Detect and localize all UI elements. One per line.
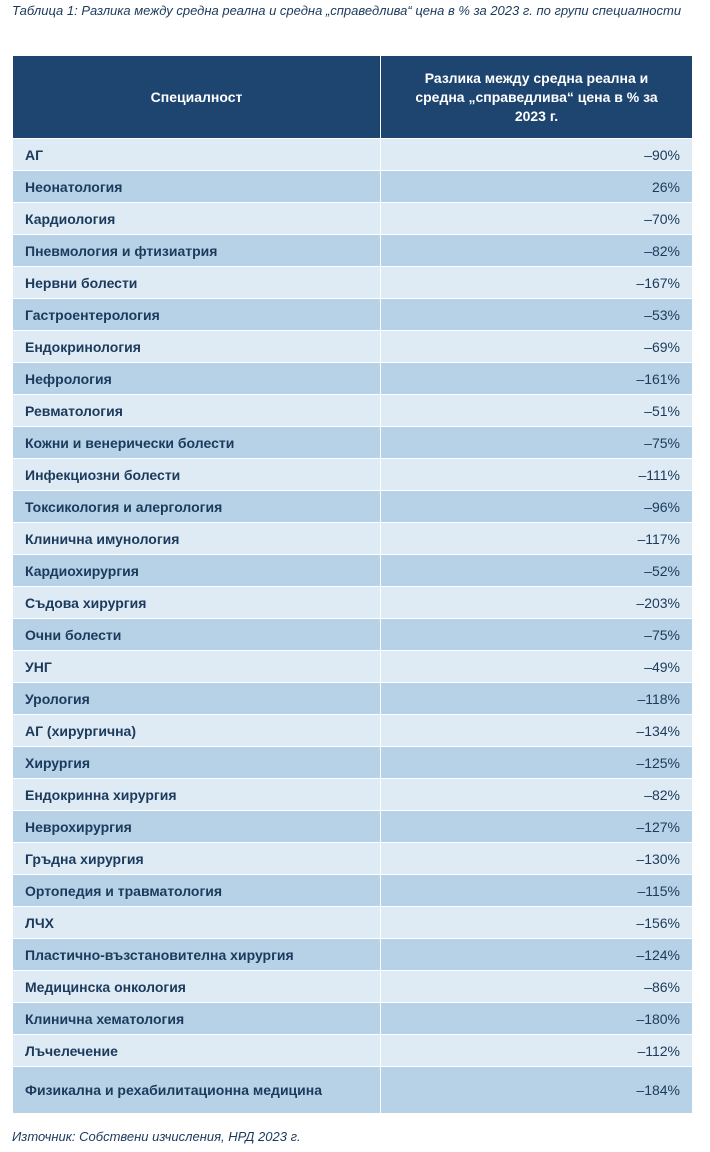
specialty-cell: Кожни и венерически болести — [13, 427, 381, 459]
value-cell: –130% — [381, 843, 693, 875]
value-cell: –70% — [381, 203, 693, 235]
source-note: Източник: Собствени изчисления, НРД 2023 г. — [12, 1129, 301, 1144]
specialty-cell: Пневмология и фтизиатрия — [13, 235, 381, 267]
table-row — [13, 299, 692, 331]
table-row — [13, 203, 692, 235]
value-cell: –184% — [381, 1067, 693, 1114]
table-row — [13, 395, 692, 427]
specialty-cell: Гръдна хирургия — [13, 843, 381, 875]
value-cell: –117% — [381, 523, 693, 555]
data-table-container — [13, 56, 692, 1113]
table-row — [13, 427, 692, 459]
table-caption: Таблица 1: Разлика между средна реална и средна „справедлива“ цена в % за 2023 г. по групи специалности — [12, 3, 682, 18]
table-row — [13, 267, 692, 299]
value-cell: –124% — [381, 939, 693, 971]
value-cell: –156% — [381, 907, 693, 939]
value-cell: –118% — [381, 683, 693, 715]
value-cell: –82% — [381, 779, 693, 811]
specialty-cell: Хирургия — [13, 747, 381, 779]
table-row — [13, 331, 692, 363]
table-row — [13, 459, 692, 491]
value-cell: –161% — [381, 363, 693, 395]
table-row — [13, 811, 692, 843]
value-cell: –112% — [381, 1035, 693, 1067]
table-row — [13, 651, 692, 683]
table-row — [13, 139, 692, 171]
specialty-cell: Токсикология и алергология — [13, 491, 381, 523]
value-cell: 26% — [381, 171, 693, 203]
value-cell: –115% — [381, 875, 693, 907]
table-row — [13, 555, 692, 587]
price-difference-table — [13, 56, 692, 1113]
value-cell: –53% — [381, 299, 693, 331]
value-cell: –49% — [381, 651, 693, 683]
value-cell: –180% — [381, 1003, 693, 1035]
specialty-cell: Кардиология — [13, 203, 381, 235]
table-row — [13, 1067, 692, 1114]
table-row — [13, 619, 692, 651]
table-row — [13, 363, 692, 395]
table-row — [13, 971, 692, 1003]
specialty-cell: Физикална и рехабилитационна медицина — [13, 1067, 381, 1114]
value-cell: –51% — [381, 395, 693, 427]
value-cell: –127% — [381, 811, 693, 843]
header-value: Разлика между средна реална и средна „справедлива“ цена в % за 2023 г. — [381, 56, 693, 139]
specialty-cell: Клинична хематология — [13, 1003, 381, 1035]
value-cell: –52% — [381, 555, 693, 587]
specialty-cell: Кардиохирургия — [13, 555, 381, 587]
value-cell: –86% — [381, 971, 693, 1003]
value-cell: –167% — [381, 267, 693, 299]
specialty-cell: Нефрология — [13, 363, 381, 395]
value-cell: –75% — [381, 619, 693, 651]
specialty-cell: Гастроентерология — [13, 299, 381, 331]
specialty-cell: Ревматология — [13, 395, 381, 427]
specialty-cell: Очни болести — [13, 619, 381, 651]
table-row — [13, 939, 692, 971]
table-row — [13, 747, 692, 779]
value-cell: –69% — [381, 331, 693, 363]
value-cell: –203% — [381, 587, 693, 619]
specialty-cell: Ендокринна хирургия — [13, 779, 381, 811]
table-body — [13, 139, 692, 1114]
table-row — [13, 683, 692, 715]
value-cell: –90% — [381, 139, 693, 171]
table-row — [13, 843, 692, 875]
table-row — [13, 907, 692, 939]
specialty-cell: Ендокринология — [13, 331, 381, 363]
table-row — [13, 171, 692, 203]
specialty-cell: Съдова хирургия — [13, 587, 381, 619]
specialty-cell: Инфекциозни болести — [13, 459, 381, 491]
table-row — [13, 587, 692, 619]
table-header-row — [13, 56, 692, 139]
specialty-cell: УНГ — [13, 651, 381, 683]
value-cell: –96% — [381, 491, 693, 523]
table-row — [13, 235, 692, 267]
specialty-cell: Клинична имунология — [13, 523, 381, 555]
value-cell: –125% — [381, 747, 693, 779]
specialty-cell: Ортопедия и травматология — [13, 875, 381, 907]
table-row — [13, 875, 692, 907]
specialty-cell: Нервни болести — [13, 267, 381, 299]
value-cell: –111% — [381, 459, 693, 491]
table-row — [13, 523, 692, 555]
value-cell: –82% — [381, 235, 693, 267]
value-cell: –134% — [381, 715, 693, 747]
table-row — [13, 1003, 692, 1035]
value-cell: –75% — [381, 427, 693, 459]
specialty-cell: АГ — [13, 139, 381, 171]
specialty-cell: Неонатология — [13, 171, 381, 203]
specialty-cell: Неврохирургия — [13, 811, 381, 843]
specialty-cell: ЛЧХ — [13, 907, 381, 939]
table-row — [13, 715, 692, 747]
table-row — [13, 491, 692, 523]
specialty-cell: Лъчелечение — [13, 1035, 381, 1067]
table-row — [13, 779, 692, 811]
specialty-cell: Медицинска онкология — [13, 971, 381, 1003]
table-row — [13, 1035, 692, 1067]
header-specialty: Специалност — [13, 56, 381, 139]
specialty-cell: Урология — [13, 683, 381, 715]
specialty-cell: АГ (хирургична) — [13, 715, 381, 747]
specialty-cell: Пластично-възстановителна хирургия — [13, 939, 381, 971]
